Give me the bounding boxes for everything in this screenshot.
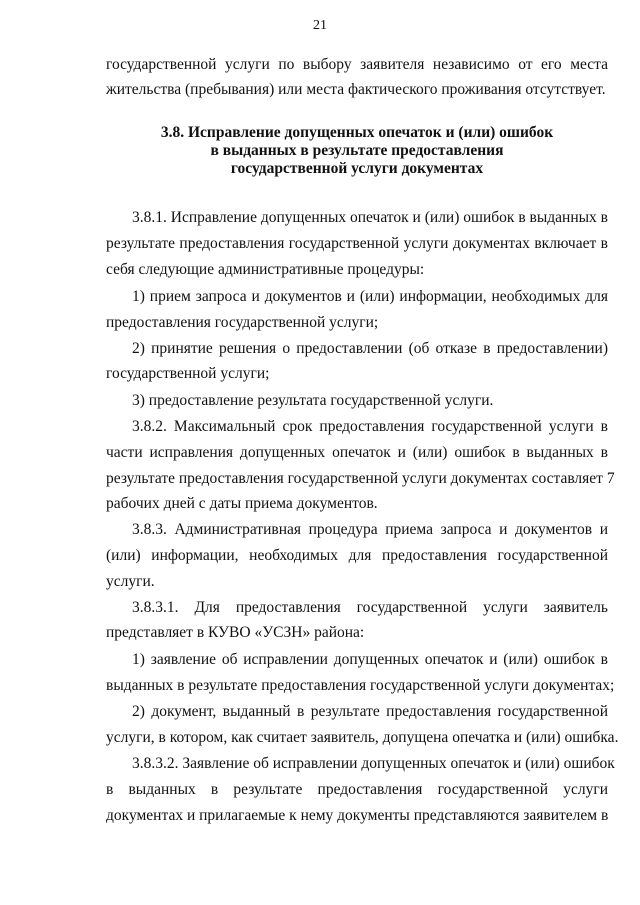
procedure-item-1-line-2: предоставления государственной услуги;	[106, 314, 379, 331]
section-heading-line-2: в выданных в результате предоставления	[210, 142, 504, 159]
paragraph-3-8-3-2-line-1: 3.8.3.2. Заявление об исправлении допущенных опечаток и (или) ошибок	[132, 755, 615, 772]
paragraph-3-8-1-line-2: результате предоставления государственной услуги документах включает в	[106, 235, 608, 252]
procedure-item-3-line-1: 3) предоставление результата государственной услуги.	[132, 392, 494, 409]
paragraph-3-8-3-2-line-2: в выданных в результате предоставления государственной услуги	[106, 781, 608, 798]
procedure-item-1-line-1: 1) прием запроса и документов и (или) информации, необходимых для	[132, 288, 608, 305]
paragraph-3-8-2-line-1: 3.8.2. Максимальный срок предоставления государственной услуги в	[132, 418, 608, 435]
section-heading-line-3: государственной услуги документах	[230, 160, 484, 177]
document-item-1-line-1: 1) заявление об исправлении допущенных опечаток и (или) ошибок в	[132, 651, 608, 668]
paragraph-3-8-2-line-2: части исправления допущенных опечаток и (или) ошибок в выданных в	[106, 444, 608, 461]
paragraph-3-8-3-1-line-2: представляет в КУВО «УСЗН» района:	[106, 624, 365, 641]
document-item-2-line-1: 2) документ, выданный в результате предоставления государственной	[132, 703, 608, 720]
paragraph-3-8-3-line-1: 3.8.3. Административная процедура приема запроса и документов и	[132, 521, 608, 538]
paragraph-3-8-2-line-4: рабочих дней с даты приема документов.	[106, 495, 378, 512]
intro-line-2: жительства (пребывания) или места фактического проживания отсутствует.	[106, 81, 606, 98]
intro-line-1: государственной услуги по выбору заявителя независимо от его места	[106, 56, 608, 73]
paragraph-3-8-3-line-2: (или) информации, необходимых для предоставления государственной	[106, 547, 608, 564]
section-heading-line-1: 3.8. Исправление допущенных опечаток и (или) ошибок	[160, 124, 554, 141]
paragraph-3-8-3-line-3: услуги.	[106, 573, 155, 590]
paragraph-3-8-1-line-3: себя следующие административные процедуры:	[106, 261, 425, 278]
paragraph-3-8-1-line-1: 3.8.1. Исправление допущенных опечаток и (или) ошибок в выданных в	[132, 209, 608, 226]
paragraph-3-8-3-2-line-3: документах и прилагаемые к нему документы представляются заявителем в	[106, 807, 609, 824]
procedure-item-2-line-1: 2) принятие решения о предоставлении (об отказе в предоставлении)	[132, 340, 608, 357]
document-item-2-line-2: услуги, в котором, как считает заявитель, допущена опечатка и (или) ошибка.	[106, 729, 619, 746]
procedure-item-2-line-2: государственной услуги;	[106, 365, 270, 382]
document-item-1-line-2: выданных в результате предоставления государственной услуги документах;	[106, 677, 615, 694]
paragraph-3-8-2-line-3: результате предоставления государственной услуги документах составляет 7	[106, 470, 615, 487]
paragraph-3-8-3-1-line-1: 3.8.3.1. Для предоставления государственной услуги заявитель	[132, 599, 608, 616]
page-number: 21	[313, 18, 327, 33]
